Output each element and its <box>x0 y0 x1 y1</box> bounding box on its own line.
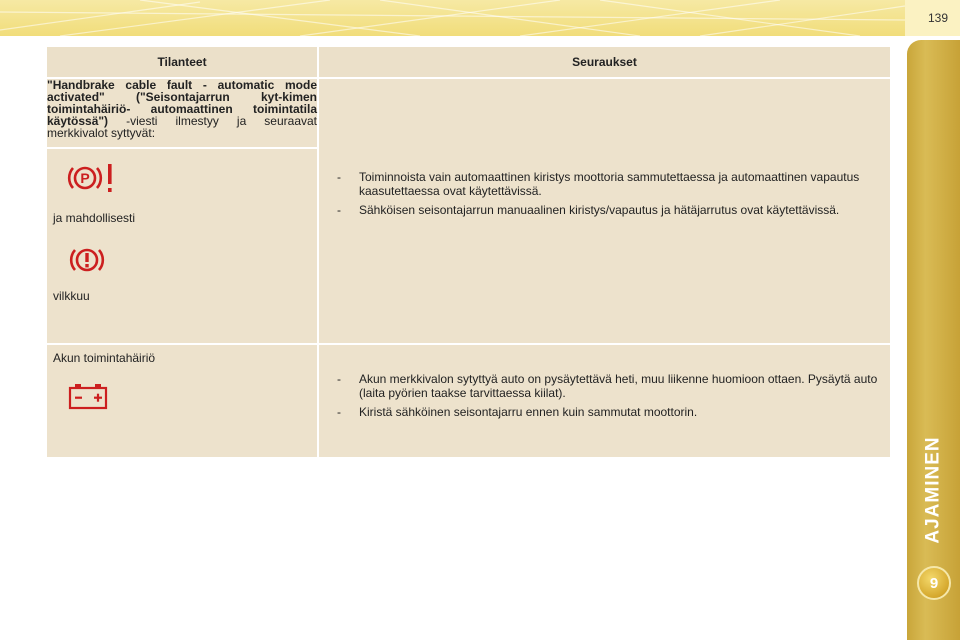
consequences-list-1 <box>329 170 880 217</box>
situation-cell-icons <box>46 148 318 344</box>
situation-text <box>47 79 317 139</box>
bullet-dash: - <box>337 170 341 184</box>
page-number: 139 <box>927 11 948 25</box>
bullet-dash: - <box>337 405 341 419</box>
chapter-number: 9 <box>929 574 939 592</box>
svg-text:P: P <box>80 170 90 186</box>
consequence-text: Akun merkkivalon sytyttyä auto on pysäytettävä heti, muu liikenne huomioon ottaen. Pysäytä auto (laita pyörien taakse tarvittaessa kiilat). <box>359 372 878 400</box>
situation-message-rest: -viesti ilmestyy ja seuraavat merkkivalot syttyvät: <box>47 114 317 140</box>
list-item <box>337 372 880 400</box>
bullet-dash: - <box>337 372 341 386</box>
bullet-dash: - <box>337 203 341 217</box>
consequence-text: Toiminnoista vain automaattinen kiristys moottoria sammutettaessa ja automaattinen vapautus kaasutettaessa ovat käytettävissä. <box>359 170 860 198</box>
situation-battery-text: Akun toimintahäiriö <box>53 351 156 365</box>
label-vilkkuu: vilkkuu <box>53 289 90 303</box>
situation-cell-message <box>46 78 318 148</box>
decorative-lines <box>0 0 905 36</box>
page-number-box <box>905 0 960 36</box>
battery-icon <box>67 381 111 411</box>
chapter-side-bar <box>907 40 960 640</box>
chapter-title: AJAMINEN <box>922 436 944 544</box>
table-row <box>46 344 891 458</box>
list-item <box>337 170 880 198</box>
header-seuraukset: Seuraukset <box>318 46 891 78</box>
list-item <box>337 405 880 419</box>
list-item <box>337 203 880 217</box>
header-tilanteet: Tilanteet <box>46 46 318 78</box>
consequences-cell-1 <box>318 78 891 344</box>
consequence-text: Sähköisen seisontajarrun manuaalinen kiristys/vapautus ja hätäjarrutus ovat käytettävissä. <box>359 203 840 217</box>
parking-brake-icon-row <box>67 161 311 193</box>
warning-table <box>45 45 892 459</box>
consequence-text: Kiristä sähköinen seisontajarru ennen kuin sammutat moottorin. <box>359 405 698 419</box>
chapter-number-badge <box>917 566 951 600</box>
situation-message-bold: "Handbrake cable fault - automatic mode activated" ("Seisontajarrun kyt-kimen toimintahäiriö- automaattinen toimintatila käytössä") <box>47 78 317 128</box>
label-ja-mahdollisesti: ja mahdollisesti <box>53 211 136 225</box>
consequences-cell-2 <box>318 344 891 458</box>
situation-cell-battery <box>46 344 318 458</box>
header-band <box>0 0 905 36</box>
table-row <box>46 78 891 148</box>
brake-icon-row <box>67 243 311 275</box>
consequences-list-2 <box>329 372 880 419</box>
battery-icon-row <box>67 381 311 413</box>
chapter-title-container <box>907 430 960 550</box>
table-header-row <box>46 46 891 78</box>
parking-brake-warning-icon <box>67 161 119 195</box>
brake-warning-icon <box>67 243 107 277</box>
